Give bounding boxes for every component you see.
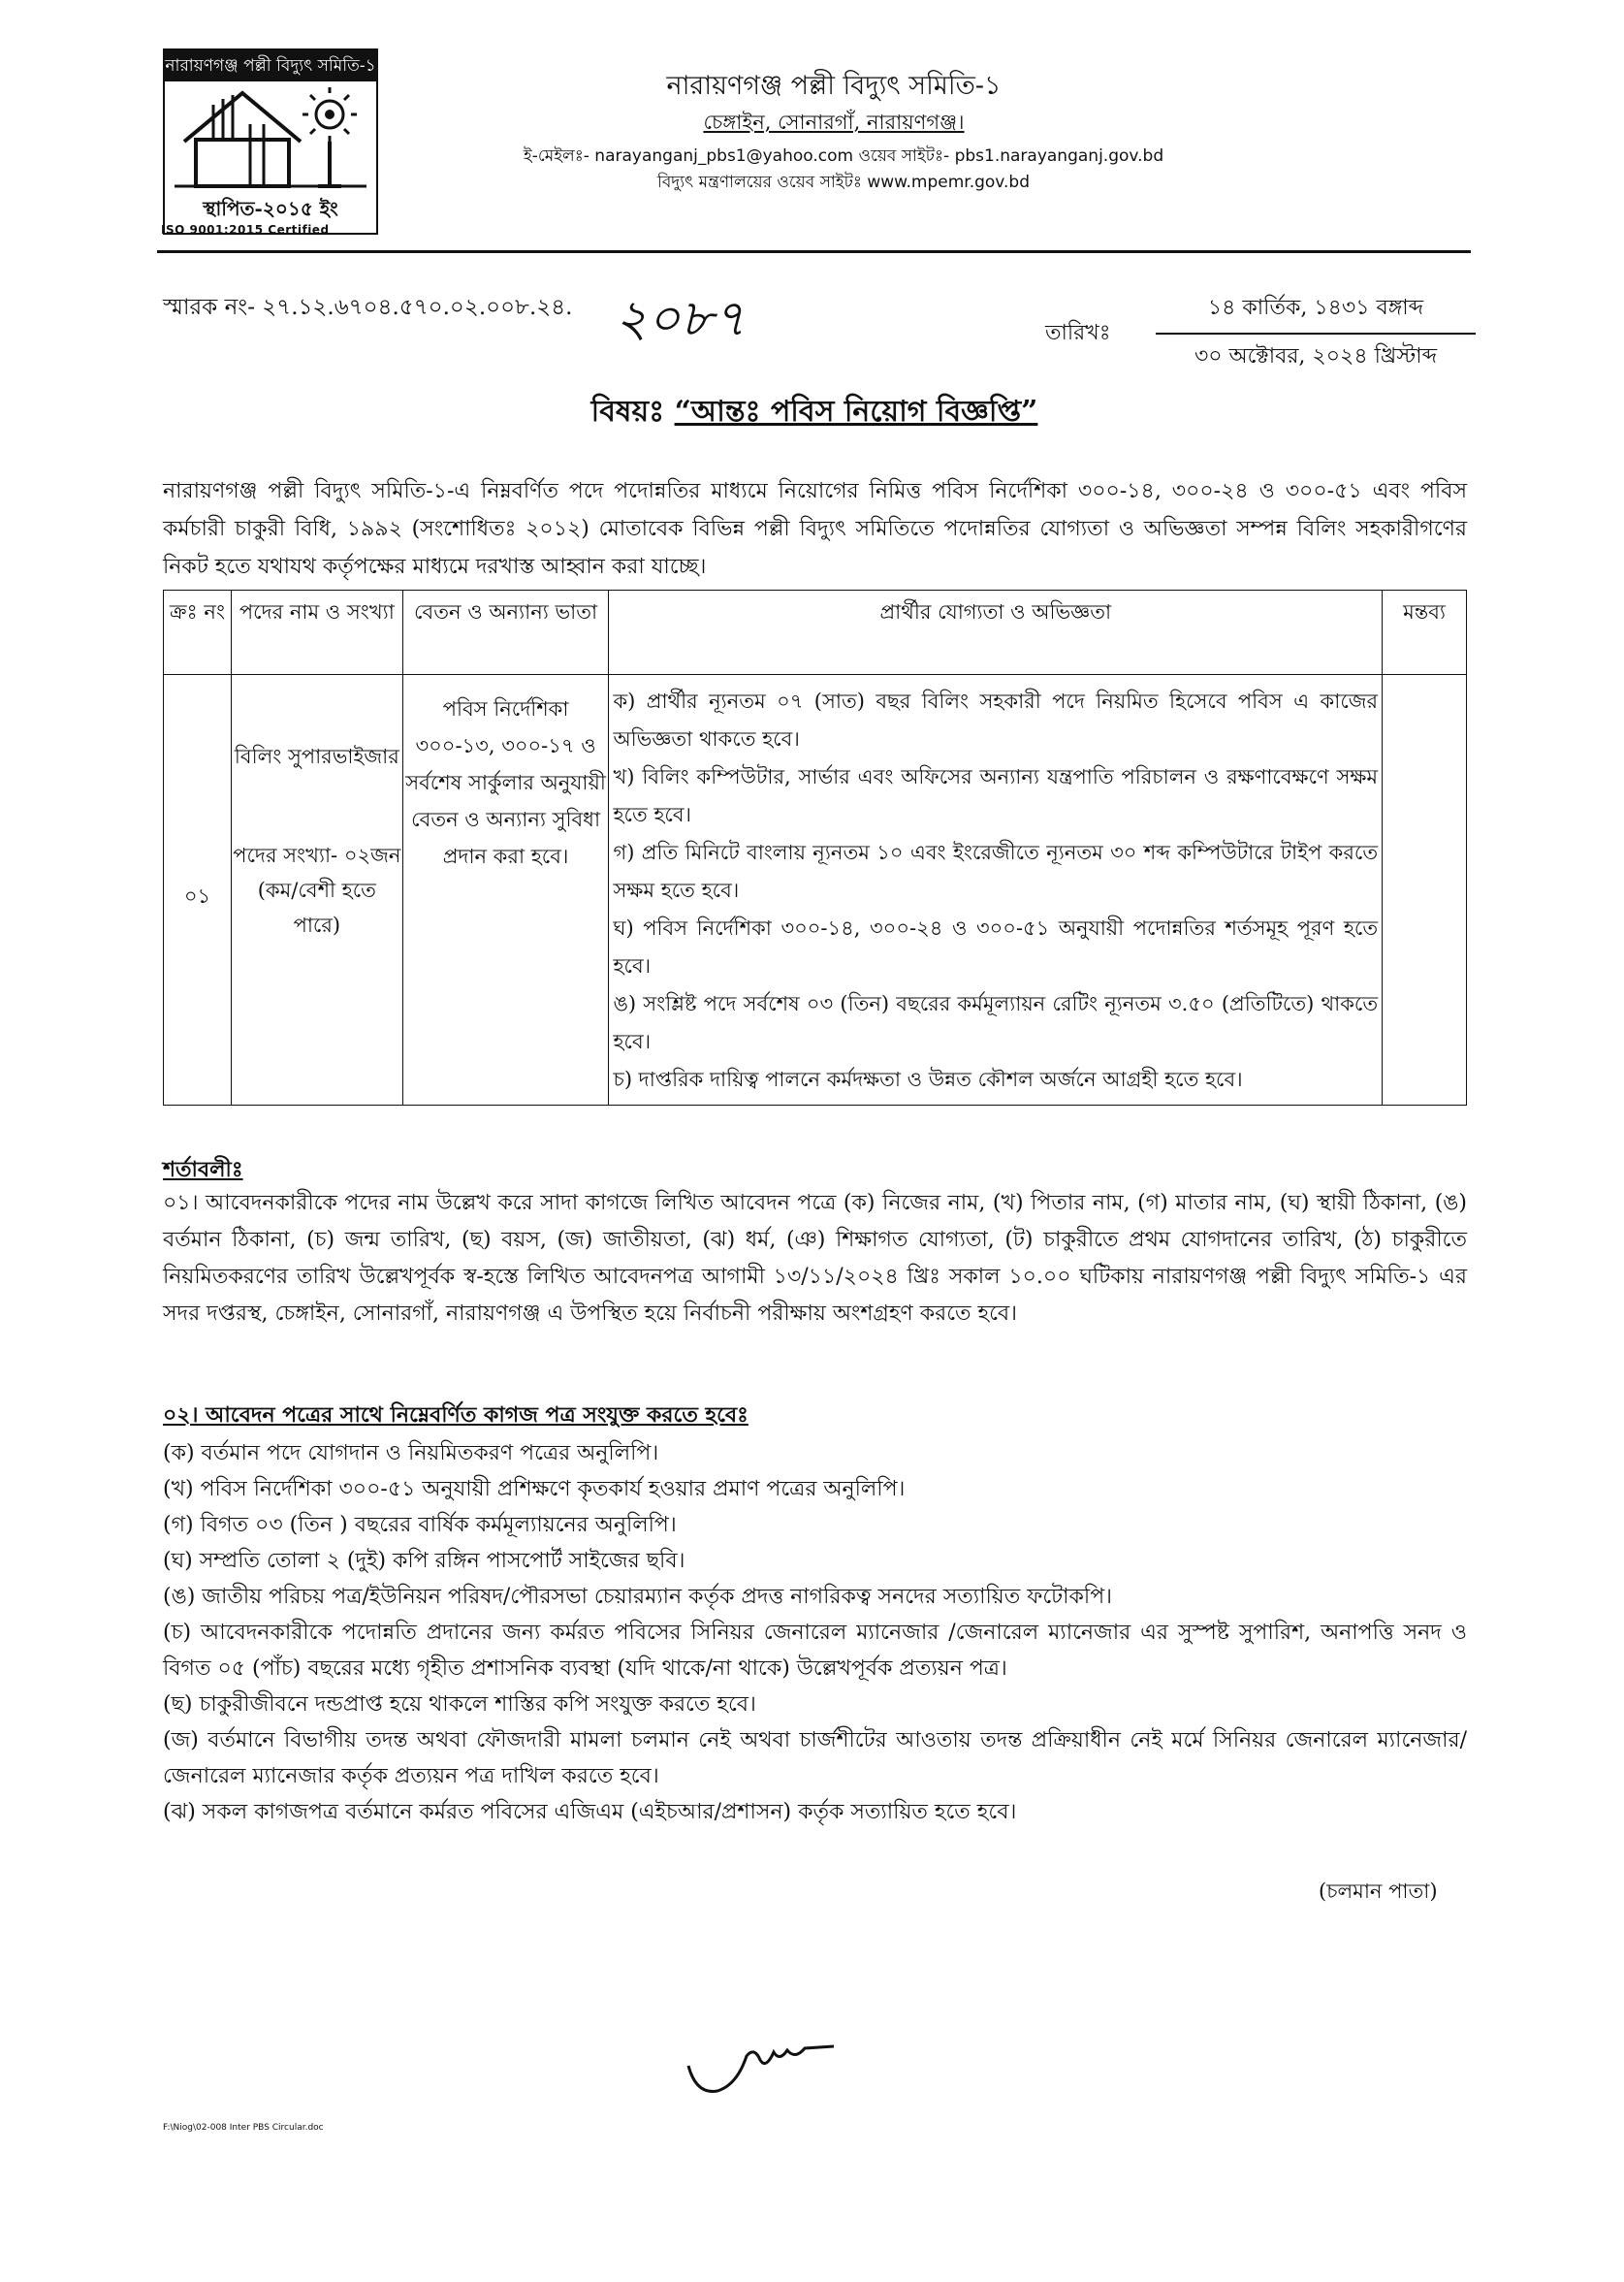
organization-logo [163, 48, 378, 235]
header-post: পদের নাম ও সংখ্যা [232, 591, 403, 675]
cell-qualifications [609, 675, 1383, 1106]
iso-certification: ISO 9001:2015 Certified [161, 223, 330, 237]
footer-file-path: F:\Niog\02-008 Inter PBS Circular.doc [163, 2123, 324, 2133]
list-item: (ঙ) জাতীয় পরিচয় পত্র/ইউনিয়ন পরিষদ/পৌরসভা চেয়ারম্যান কর্তৃক প্রদত্ত নাগরিকত্ব সনদের সত্যায়িত ফটোকপি। [163, 1585, 1113, 1609]
list-item: (ক) বর্তমান পদে যোগদান ও নিয়মিতকরণ পত্রের অনুলিপি। [163, 1441, 659, 1465]
signature-mark [679, 2027, 853, 2105]
qualification-item: চ) দাপ্তরিক দায়িত্ব পালনে কর্মদক্ষতা ও উন্নত কৌশল অর্জনে আগ্রহী হতে হবে। [613, 1068, 1243, 1091]
table-row [164, 675, 1467, 1106]
post-name: বিলিং সুপারভাইজার [234, 745, 399, 768]
qualification-item: খ) বিলিং কম্পিউটার, সার্ভার এবং অফিসের অন্যান্য যন্ত্রপাতি পরিচালন ও রক্ষণাবেক্ষণে সক্ষম হতে হবে। [613, 765, 1379, 826]
organization-address: চেঙ্গাইন, সোনারগাঁ, নারায়ণগঞ্জ। [703, 111, 965, 134]
logo-established: স্থাপিত-২০১৫ ইং [203, 197, 338, 220]
contact-email-website: ই-মেইলঃ- narayanganj_pbs1@yahoo.com ওয়েব সাইটঃ- pbs1.narayanganj.gov.bd [523, 146, 1164, 166]
header-qualification: প্রার্থীর যোগ্যতা ও অভিজ্ঞতা [609, 591, 1383, 675]
conditions-heading: শর্তাবলীঃ [163, 1157, 243, 1182]
post-note: (কম/বেশী হতে পারে) [257, 879, 376, 937]
header-pay: বেতন ও অন্যান্য ভাতা [402, 591, 609, 675]
attachment-list [163, 1435, 1467, 1830]
header-serial: ক্রঃ নং [164, 591, 232, 675]
cell-serial: ০১ [164, 675, 232, 1106]
cell-remarks [1383, 675, 1467, 1106]
date-bengali: ১৪ কার্তিক, ১৪৩১ বঙ্গাব্দ [1156, 291, 1476, 335]
list-item: (খ) পবিস নির্দেশিকা ৩০০-৫১ অনুযায়ী প্রশিক্ষণে কৃতকার্য হওয়ার প্রমাণ পত্রের অনুলিপি। [163, 1477, 906, 1501]
list-item: (গ) বিগত ০৩ (তিন ) বছরের বার্ষিক কর্মমূল্যায়নের অনুলিপি। [163, 1513, 677, 1537]
list-item: (ঘ) সম্প্রতি তোলা ২ (দুই) কপি রঙ্গিন পাসপোর্ট সাইজের ছবি। [163, 1549, 685, 1573]
qualification-item: ঘ) পবিস নির্দেশিকা ৩০০-১৪, ৩০০-২৪ ও ৩০০-৫১ অনুযায়ী পদোন্নতির শর্তসমূহ পূরণ হতে হবে। [613, 916, 1379, 978]
memo-number: স্মারক নং- ২৭.১২.৬৭০৪.৫৭০.০২.০০৮.২৪. [163, 295, 573, 320]
header-divider [157, 250, 1471, 253]
qualification-item: ঙ) সংশ্লিষ্ট পদে সর্বশেষ ০৩ (তিন) বছরের কর্মমূল্যায়ন রেটিং ন্যূনতম ৩.৫০ (প্রতিটিতে) থাকতে হবে। [613, 992, 1379, 1053]
cell-post [232, 675, 403, 1106]
post-count: পদের সংখ্যা- ০২জন [233, 844, 401, 867]
vacancy-table [163, 590, 1467, 1106]
list-item: (চ) আবেদনকারীকে পদোন্নতি প্রদানের জন্য কর্মরত পবিসের সিনিয়র জেনারেল ম্যানেজার /জেনারেল ম্যানেজার এর সুস্পষ্ট সুপারিশ, অনাপত্তি সনদ ও বিগত ০৫ (পাঁচ) বছরের মধ্যে গৃহীত প্রশাসনিক ব্যবস্থা (যদি থাকে/না থাকে) উল্লেখপূর্বক প্রত্যয়ন পত্র। [163, 1621, 1467, 1681]
subject-line [436, 388, 1193, 437]
subject-title: “আন্তঃ পবিস নিয়োগ বিজ্ঞপ্তি” [674, 395, 1038, 429]
list-item: (জ) বর্তমানে বিভাগীয় তদন্ত অথবা ফৌজদারী মামলা চলমান নেই অথবা চার্জশীটের আওতায় তদন্ত প্রক্রিয়াধীন নেই মর্মে সিনিয়র জেনারেল ম্যানেজার/ জেনারেল ম্যানেজার কর্তৃক প্রত্যয়ন পত্র দাখিল করতে হবে। [163, 1728, 1467, 1788]
table-header-row [164, 591, 1467, 675]
date-gregorian: ৩০ অক্টোবর, ২০২৪ খ্রিস্টাব্দ [1194, 344, 1438, 369]
list-item: (ঝ) সকল কাগজপত্র বর্তমানে কর্মরত পবিসের এজিএম (এইচআর/প্রশাসন) কর্তৃক সত্যায়িত হতে হবে। [163, 1800, 1017, 1824]
condition-item-1: ০১। আবেদনকারীকে পদের নাম উল্লেখ করে সাদা কাগজে লিখিত আবেদন পত্রে (ক) নিজের নাম, (খ) পিতার নাম, (গ) মাতার নাম, (ঘ) স্থায়ী ঠিকানা, (ঙ) বর্তমান ঠিকানা, (চ) জন্ম তারিখ, (ছ) বয়স, (জ) জাতীয়তা, (ঝ) ধর্ম, (ঞ) শিক্ষাগত যোগ্যতা, (ট) চাকুরীতে প্রথম যোগদানের তারিখ, (ঠ) চাকুরীতে নিয়মিতকরণের তারিখ উল্লেখপূর্বক স্ব-হস্তে লিখিত আবেদনপত্র আগামী ১৩/১১/২০২৪ খ্রিঃ সকাল ১০.০০ ঘটিকায় নারায়ণগঞ্জ পল্লী বিদ্যুৎ সমিতি-১ এর সদর দপ্তরস্থ, চেঙ্গাইন, সোনারগাঁ, নারায়ণগঞ্জ এ উপস্থিত হয়ে নির্বাচনী পরীক্ষায় অংশগ্রহণ করতে হবে। [163, 1191, 1467, 1326]
intro-paragraph: নারায়ণগঞ্জ পল্লী বিদ্যুৎ সমিতি-১-এ নিম্নবর্ণিত পদে পদোন্নতির মাধ্যমে নিয়োগের নিমিত্ত পবিস নির্দেশিকা ৩০০-১৪, ৩০০-২৪ ও ৩০০-৫১ এবং পবিস কর্মচারী চাকুরী বিধি, ১৯৯২ (সংশোধিতঃ ২০১২) মোতাবেক বিভিন্ন পল্লী বিদ্যুৎ সমিতিতে পদোন্নতির যোগ্যতা ও অভিজ্ঞতা সম্পন্ন বিলিং সহকারীগণের নিকট হতে যথাযথ কর্তৃপক্ষের মাধ্যমে দরখাস্ত আহ্বান করা যাচ্ছে। [163, 479, 1467, 579]
condition-item-2-heading: ০২। আবেদন পত্রের সাথে নিম্নেবর্ণিত কাগজ পত্র সংযুক্ত করতে হবেঃ [163, 1402, 748, 1428]
memo-handwritten-number: ২০৮৭ [615, 290, 747, 348]
cell-pay: পবিস নির্দেশিকা ৩০০-১৩, ৩০০-১৭ ও সর্বশেষ সার্কুলার অনুযায়ী বেতন ও অন্যান্য সুবিধা প্রদান করা হবে। [402, 675, 609, 1106]
organization-name: নারায়ণগঞ্জ পল্লী বিদ্যুৎ সমিতি-১ [666, 71, 1002, 101]
list-item: (ছ) চাকুরীজীবনে দন্ডপ্রাপ্ত হয়ে থাকলে শাস্তির কপি সংযুক্ত করতে হবে। [163, 1692, 756, 1717]
qualification-item: ক) প্রার্থীর ন্যূনতম ০৭ (সাত) বছর বিলিং সহকারী পদে নিয়মিত হিসেবে পবিস এ কাজের অভিজ্ঞতা থাকতে হবে। [613, 690, 1379, 751]
header-remarks: মন্তব্য [1383, 591, 1467, 675]
ministry-website: বিদ্যুৎ মন্ত্রণালয়ের ওয়েব সাইটঃ www.mpemr.gov.bd [656, 173, 1031, 192]
logo-title: নারায়ণগঞ্জ পল্লী বিদ্যুৎ সমিতি-১ [165, 50, 376, 81]
continued-note: (চলমান পাতা) [1319, 1880, 1438, 1903]
qualification-item: গ) প্রতি মিনিটে বাংলায় ন্যূনতম ১০ এবং ইংরেজীতে ন্যূনতম ৩০ শব্দ কম্পিউটারে টাইপ করতে সক্ষম হতে হবে। [613, 841, 1379, 902]
date-label: তারিখঃ [1045, 321, 1111, 345]
subject-label: বিষয়ঃ [590, 395, 665, 429]
